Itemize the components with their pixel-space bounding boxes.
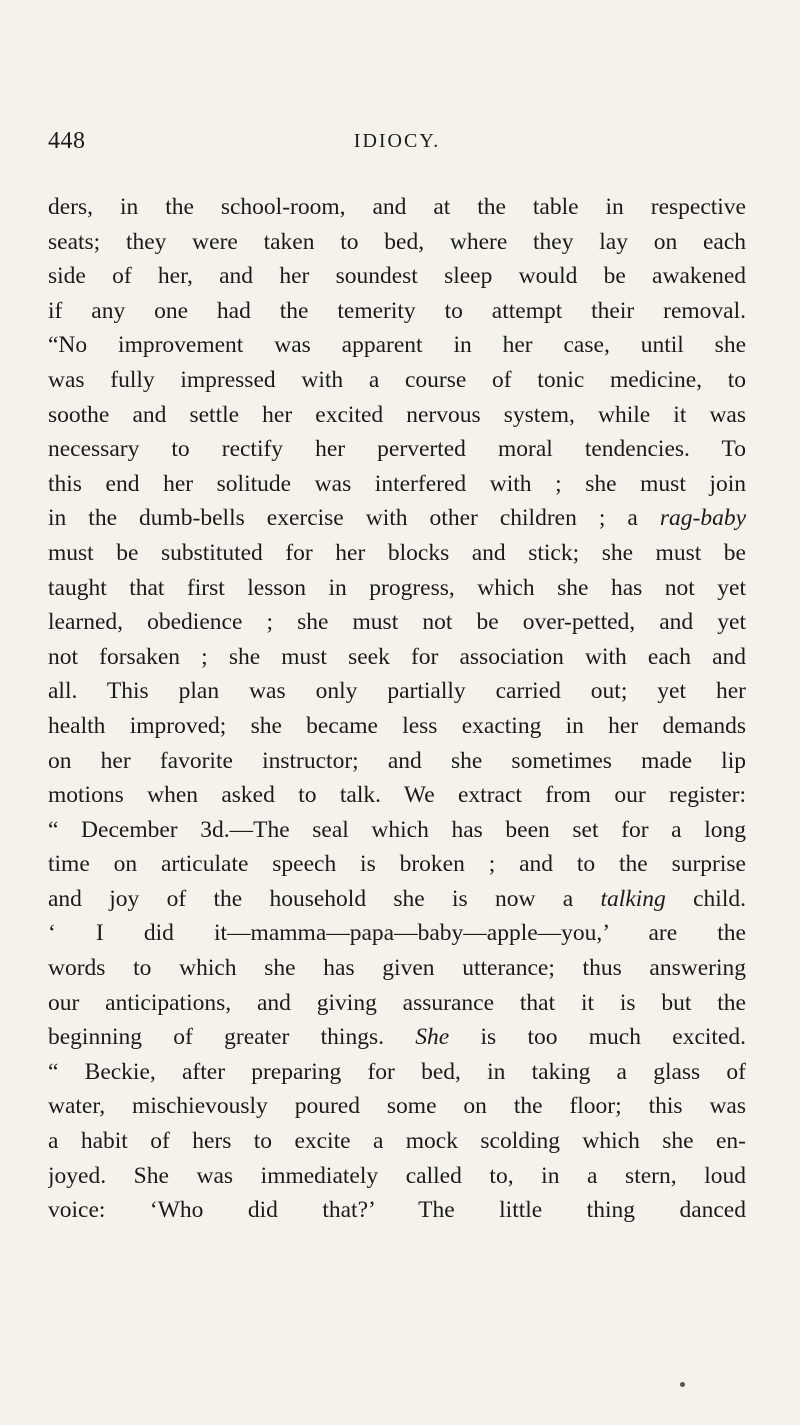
text-line: our anticipations, and giving assurance that it is but the	[48, 989, 746, 1016]
text-line: ‘ I did it—mamma—papa—baby—apple—you,’ are the	[48, 920, 746, 947]
text-line: soothe and settle her excited nervous system, while it was	[48, 401, 746, 428]
text-line: must be substituted for her blocks and stick; she must be	[48, 539, 746, 566]
text-line: was fully impressed with a course of tonic medicine, to	[48, 366, 746, 393]
text-line: time on articulate speech is broken ; and to the surprise	[48, 851, 746, 878]
text-line: learned, obedience ; she must not be over-petted, and yet	[48, 609, 746, 636]
text-line: necessary to rectify her perverted moral tendencies. To	[48, 436, 746, 463]
italic-word: She	[415, 1024, 450, 1051]
text-line: “ December 3d.—The seal which has been set for a long	[48, 816, 746, 843]
text-line: voice: ‘Who did that?’ The little thing danced	[48, 1197, 746, 1224]
text-line	[48, 501, 746, 536]
text-line: taught that first lesson in progress, which she has not yet	[48, 574, 746, 601]
text-line: this end her solitude was interfered with ; she must join	[48, 470, 746, 497]
text-line: joyed. She was immediately called to, in a stern, loud	[48, 1162, 746, 1189]
running-title: IDIOCY.	[353, 130, 441, 152]
text-line: not forsaken ; she must seek for association with each and	[48, 643, 746, 670]
text-segment: child.	[665, 885, 746, 912]
text-segment: in the dumb-bells exercise with other children ; a	[48, 505, 660, 532]
text-line: motions when asked to talk. We extract from our register:	[48, 782, 746, 809]
body-text	[48, 190, 746, 1228]
text-line: on her favorite instructor; and she sometimes made lip	[48, 747, 746, 774]
italic-word: rag-baby	[659, 505, 746, 532]
text-segment: beginning of greater things.	[48, 1024, 416, 1051]
text-line: all. This plan was only partially carried out; yet her	[48, 678, 746, 705]
text-line	[48, 1020, 746, 1055]
text-line: health improved; she became less exacting in her demands	[48, 712, 746, 739]
text-line: a habit of hers to excite a mock scolding which she en-	[48, 1128, 746, 1155]
text-line: seats; they were taken to bed, where they lay on each	[48, 228, 746, 255]
text-line: ders, in the school-room, and at the table in respective	[48, 194, 746, 220]
text-line: side of her, and her soundest sleep would be awakened	[48, 263, 746, 290]
text-line: water, mischievously poured some on the floor; this was	[48, 1093, 746, 1120]
ink-speck	[680, 1382, 685, 1387]
text-line	[48, 882, 746, 917]
text-line: if any one had the temerity to attempt their removal.	[48, 297, 746, 324]
italic-word: talking	[600, 885, 666, 912]
text-segment: and joy of the household she is now a	[48, 885, 601, 912]
running-head	[48, 128, 746, 162]
book-page	[48, 0, 746, 1425]
text-line: “No improvement was apparent in her case, until she	[48, 332, 746, 359]
text-line: “ Beckie, after preparing for bed, in taking a glass of	[48, 1058, 746, 1085]
text-line: words to which she has given utterance; thus answering	[48, 955, 746, 982]
page-number: 448	[48, 128, 86, 154]
text-segment: is too much excited.	[449, 1024, 746, 1051]
